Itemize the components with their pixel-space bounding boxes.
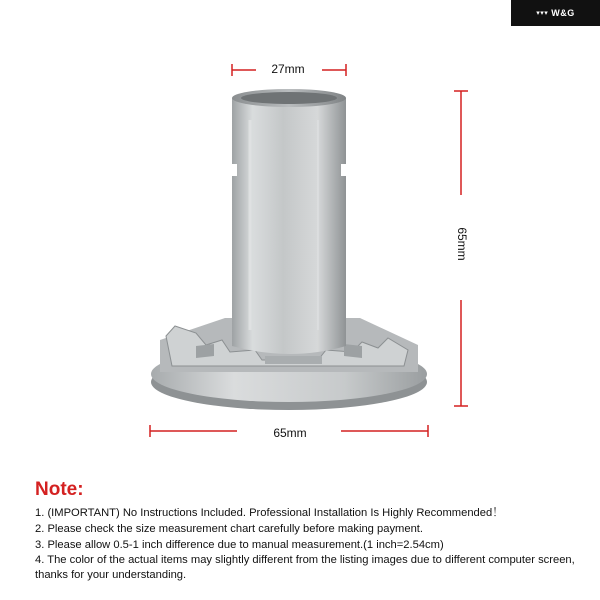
note-title: Note:	[35, 479, 84, 500]
dimension-label-width: 27mm	[271, 62, 305, 76]
note-item: 1. (IMPORTANT) No Instructions Included. Professional Installation Is Highly Recommended！	[35, 507, 504, 519]
brand-name: W&G	[551, 8, 575, 18]
note-item: 4. The color of the actual items may slightly different from the listing images due to different computer screen, thanks for your understanding.	[35, 554, 575, 581]
dimension-label-base: 65mm	[273, 426, 307, 440]
note-item: 3. Please allow 0.5-1 inch difference due to manual measurement.(1 inch=2.54cm)	[35, 538, 444, 551]
brand-mark-icon: ▾▾▾	[536, 10, 549, 17]
tube-body	[232, 89, 346, 354]
note-item: 2. Please check the size measurement chart carefully before making payment.	[35, 522, 424, 535]
note-list	[35, 506, 590, 583]
dimension-label-height: 65mm	[455, 227, 469, 261]
